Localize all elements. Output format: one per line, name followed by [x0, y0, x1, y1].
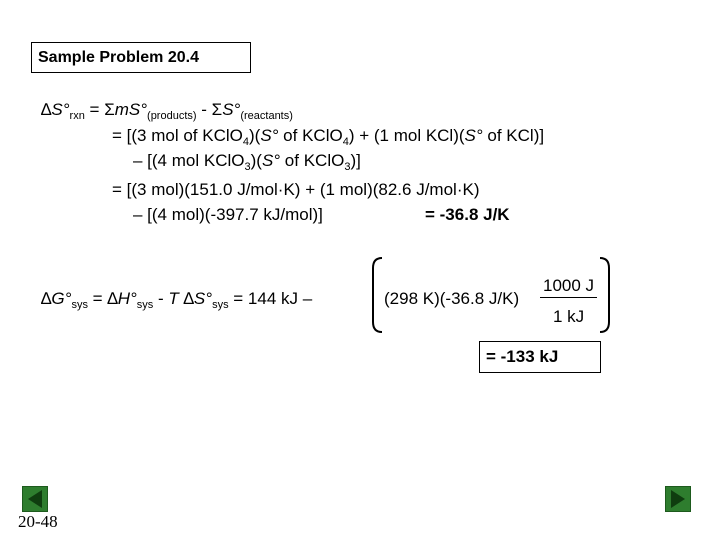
reactants-subscript: (reactants)	[240, 110, 293, 122]
rxn-subscript: rxn	[69, 110, 85, 122]
sigma-symbol: Σ	[104, 100, 115, 119]
subscript: 4	[242, 136, 249, 148]
previous-slide-button[interactable]	[22, 486, 48, 512]
subscript: 3	[244, 161, 251, 173]
gibbs-equation-line	[41, 289, 312, 309]
fraction-numerator: 1000 J	[543, 276, 595, 295]
entropy-symbol: S°	[260, 126, 279, 145]
delta-symbol: ∆	[41, 289, 52, 308]
sys-subscript: sys	[71, 299, 88, 311]
numeric-line-2: – [(4 mol)(-397.7 kJ/mol)]	[133, 205, 323, 224]
subscript: 4	[342, 136, 349, 148]
numeric-line-1: = [(3 mol)(151.0 J/mol·K) + (1 mol)(82.6 J/mol·K)	[112, 180, 480, 199]
sys-subscript: sys	[136, 299, 154, 311]
text-segment: ) + (1 mol KCl)(	[348, 126, 465, 145]
final-answer-box: = -133 kJ	[479, 341, 601, 373]
enthalpy-symbol: H°	[117, 289, 137, 308]
text-segment: – [(4 mol KClO	[133, 151, 245, 170]
sample-problem-title: Sample Problem 20.4	[31, 42, 251, 73]
delta-symbol: ∆	[107, 289, 118, 308]
entropy-result: = -36.8 J/K	[425, 205, 510, 224]
temperature-symbol: T	[168, 289, 179, 308]
reactants-entropy-term: S°	[222, 100, 241, 119]
entropy-symbol: S°	[464, 126, 483, 145]
bracket-expression: (298 K)(-36.8 J/K)	[384, 289, 520, 308]
minus-sign: -	[153, 289, 169, 308]
enthalpy-value: = 144 kJ –	[228, 289, 313, 308]
sigma-symbol: Σ	[211, 100, 223, 119]
entropy-symbol: S°	[261, 151, 281, 170]
text-segment: )]	[350, 151, 361, 170]
text-segment: of KCl)]	[482, 126, 545, 145]
left-bracket	[370, 256, 384, 334]
slide-number: 20-48	[18, 512, 58, 531]
gibbs-symbol: G°	[51, 289, 72, 308]
fraction-denominator: 1 kJ	[553, 307, 585, 326]
equals-sign: =	[87, 289, 108, 308]
entropy-definition-line	[41, 100, 293, 120]
delta-symbol: ∆	[178, 289, 194, 308]
products-entropy-term: mS°	[114, 100, 148, 119]
fraction-bar	[540, 297, 597, 298]
next-slide-button[interactable]	[665, 486, 691, 512]
text-segment: of KClO	[278, 126, 343, 145]
entropy-symbol: S°	[51, 100, 70, 119]
delta-symbol: ∆	[41, 100, 52, 119]
equals-sign: =	[84, 100, 105, 119]
entropy-symbol: S°	[193, 289, 213, 308]
right-bracket	[598, 256, 612, 334]
text-segment: )(	[248, 126, 261, 145]
minus-sign: -	[196, 100, 212, 119]
sys-subscript: sys	[212, 299, 229, 311]
substitution-line-1	[112, 126, 544, 146]
text-segment: )(	[250, 151, 262, 170]
substitution-line-2	[133, 151, 361, 171]
text-segment: = [(3 mol of KClO	[112, 126, 243, 145]
subscript: 3	[344, 161, 351, 173]
text-segment: of KClO	[280, 151, 345, 170]
products-subscript: (products)	[147, 110, 197, 122]
